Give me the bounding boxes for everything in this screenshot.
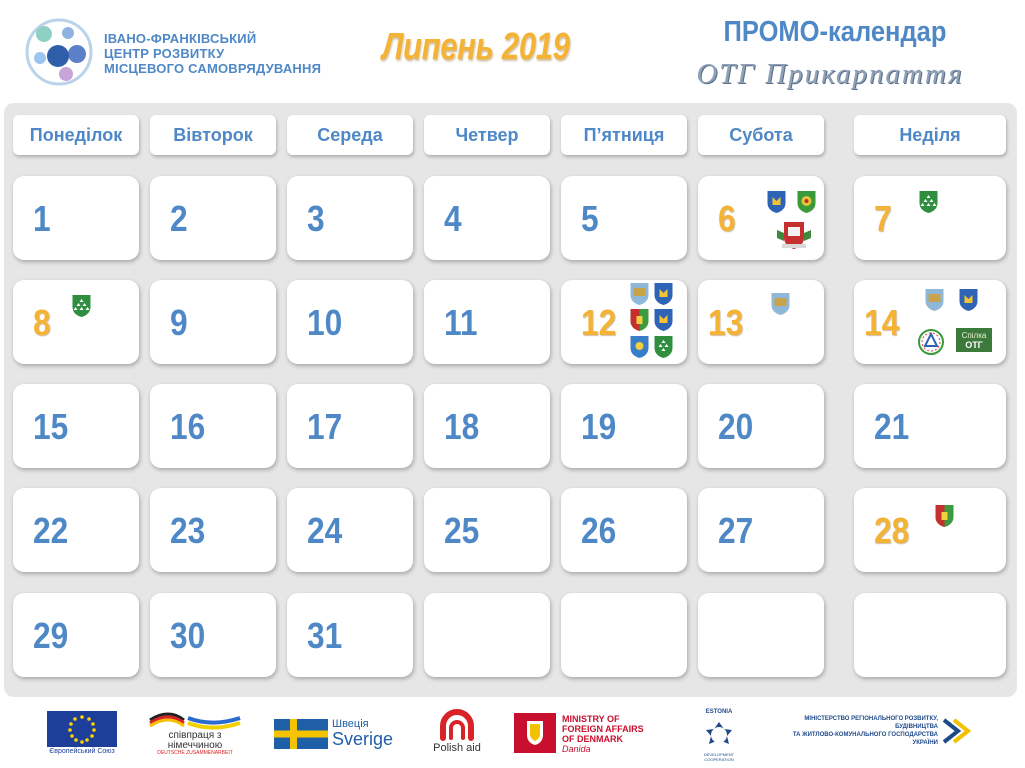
sweden-logo	[274, 716, 414, 752]
day-number: 19	[581, 406, 617, 447]
day-number: 16	[170, 406, 206, 447]
day-cell[interactable]	[13, 280, 139, 364]
promo-title: ПРОМО-календар	[723, 16, 947, 48]
coat-of-arms-icon	[770, 292, 791, 316]
polish-aid-label: Polish aid	[433, 742, 481, 754]
sweden-flag-icon	[274, 719, 328, 749]
coat-of-arms-icon	[796, 190, 817, 214]
day-number: 12	[581, 302, 617, 343]
day-number: 5	[581, 198, 599, 239]
coat-of-arms-icon	[917, 328, 945, 356]
day-cell[interactable]	[287, 176, 413, 260]
day-cell[interactable]	[854, 280, 1006, 364]
day-number: 29	[33, 615, 69, 656]
day-number: 2	[170, 198, 188, 239]
day-number: 27	[718, 510, 754, 551]
day-cell[interactable]	[698, 384, 824, 468]
day-cell[interactable]	[698, 176, 824, 260]
day-number: 14	[864, 302, 900, 343]
day-number: 4	[444, 198, 462, 239]
day-number: 30	[170, 615, 206, 656]
day-cell[interactable]	[561, 280, 687, 364]
org-logo-icon	[22, 14, 97, 89]
day-cell[interactable]	[150, 280, 276, 364]
day-cell[interactable]	[561, 176, 687, 260]
weekday-header-wednesday: Середа	[287, 115, 413, 155]
day-cell-empty	[698, 593, 824, 677]
coat-of-arms-icon	[629, 335, 650, 359]
day-cell-empty	[854, 593, 1006, 677]
weekday-header-thursday: Четвер	[424, 115, 550, 155]
eu-caption: Європейський Союз	[49, 748, 115, 755]
day-number: 17	[307, 406, 343, 447]
estonia-top-label: ESTONIA	[705, 709, 733, 715]
coat-of-arms-icon	[776, 220, 812, 250]
day-cell[interactable]	[150, 593, 276, 677]
ministry-line-3: ТА ЖИТЛОВО-КОМУНАЛЬНОГО ГОСПОДАРСТВА	[792, 732, 938, 738]
german-cooperation-line-1: співпраця з	[168, 730, 222, 741]
day-cell[interactable]	[150, 488, 276, 572]
day-cell[interactable]	[698, 280, 824, 364]
german-cooperation-line-3: DEUTSCHE ZUSAMMENARBEIT	[157, 750, 233, 756]
coat-of-arms-icon	[653, 282, 674, 306]
german-cooperation-line-2: німеччиною	[167, 740, 223, 751]
denmark-line-2: FOREIGN AFFAIRS	[562, 724, 644, 734]
polish-aid-icon	[437, 708, 477, 742]
day-number: 25	[444, 510, 480, 551]
org-name-line-3: МІСЦЕВОГО САМОВРЯДУВАННЯ	[104, 61, 322, 76]
weekday-header-tuesday: Вівторок	[150, 115, 276, 155]
eu-logo	[47, 711, 117, 757]
org-name-line-1: ІВАНО-ФРАНКІВСЬКИЙ	[104, 31, 257, 46]
coat-of-arms-icon	[958, 288, 979, 312]
ministry-logo	[768, 712, 978, 752]
day-number: 7	[874, 198, 892, 239]
promo-subtitle: ОТГ Прикарпаття	[696, 58, 964, 90]
signboard-text-1: Спілка	[961, 331, 987, 340]
day-cell[interactable]	[287, 280, 413, 364]
coat-of-arms-icon	[653, 308, 674, 332]
day-cell[interactable]	[424, 280, 550, 364]
coat-of-arms-icon	[71, 294, 92, 318]
coat-of-arms-icon	[924, 288, 945, 312]
day-number: 8	[33, 302, 51, 343]
denmark-line-4: Danida	[562, 744, 591, 754]
eu-flag-icon	[47, 711, 117, 747]
sweden-line-2: Sverige	[332, 729, 394, 749]
day-number: 20	[718, 406, 754, 447]
day-number: 31	[307, 615, 343, 656]
day-cell-empty	[561, 593, 687, 677]
month-title: Липень 2019	[382, 26, 570, 68]
day-number: 9	[170, 302, 188, 343]
day-number: 26	[581, 510, 617, 551]
day-cell[interactable]	[13, 488, 139, 572]
denmark-line-3: OF DENMARK	[562, 734, 623, 744]
denmark-logo	[514, 713, 674, 755]
day-number: 11	[444, 302, 478, 343]
day-number: 1	[33, 198, 51, 239]
weekday-header-friday: П’ятниця	[561, 115, 687, 155]
org-name-line-2: ЦЕНТР РОЗВИТКУ	[104, 46, 225, 61]
day-cell[interactable]	[424, 488, 550, 572]
day-cell[interactable]	[561, 384, 687, 468]
german-cooperation-logo	[148, 712, 242, 756]
day-number: 15	[33, 406, 69, 447]
coat-of-arms-icon	[653, 335, 674, 359]
day-number: 6	[718, 198, 736, 239]
day-cell[interactable]	[424, 384, 550, 468]
day-cell[interactable]	[854, 488, 1006, 572]
ministry-arrow-icon	[942, 716, 976, 746]
day-cell[interactable]	[287, 488, 413, 572]
german-ukraine-ribbon-icon	[148, 712, 242, 730]
coat-of-arms-icon	[918, 190, 939, 214]
day-cell[interactable]	[13, 593, 139, 677]
day-cell[interactable]	[424, 176, 550, 260]
coat-of-arms-icon	[934, 504, 955, 528]
org-name	[104, 31, 374, 76]
day-cell-empty	[424, 593, 550, 677]
day-number: 3	[307, 198, 325, 239]
coat-of-arms-icon	[629, 308, 650, 332]
denmark-crest-icon	[514, 713, 556, 753]
polish-aid-logo	[425, 708, 489, 760]
estonia-bottom-label: DEVELOPMENT COOPERATION	[703, 752, 735, 762]
weekday-header-saturday: Субота	[698, 115, 824, 155]
day-cell[interactable]	[561, 488, 687, 572]
day-number: 23	[170, 510, 206, 551]
day-number: 18	[444, 406, 480, 447]
day-cell[interactable]	[287, 384, 413, 468]
denmark-line-1: MINISTRY OF	[562, 714, 620, 724]
day-cell[interactable]	[854, 384, 1006, 468]
weekday-header-monday: Понеділок	[13, 115, 139, 155]
sweden-line-1: Швеція	[332, 718, 369, 730]
ministry-line-1: МІНІСТЕРСТВО РЕГІОНАЛЬНОГО РОЗВИТКУ,	[804, 716, 938, 722]
ministry-line-2: БУДІВНИЦТВА	[895, 724, 938, 730]
coat-of-arms-icon	[766, 190, 787, 214]
day-number: 10	[307, 302, 343, 343]
weekday-header-sunday: Неділя	[854, 115, 1006, 155]
day-cell[interactable]	[287, 593, 413, 677]
estonia-logo	[692, 708, 746, 760]
day-number: 21	[874, 406, 910, 447]
day-number: 28	[874, 510, 910, 551]
day-cell[interactable]	[150, 384, 276, 468]
day-cell[interactable]	[150, 176, 276, 260]
coat-of-arms-icon	[956, 328, 992, 352]
ministry-line-4: УКРАЇНИ	[912, 740, 938, 746]
day-cell[interactable]	[698, 488, 824, 572]
signboard-text-2: ОТГ	[965, 340, 983, 350]
day-number: 22	[33, 510, 69, 551]
day-cell[interactable]	[13, 384, 139, 468]
day-number: 24	[307, 510, 343, 551]
day-cell[interactable]	[854, 176, 1006, 260]
coat-of-arms-icon	[629, 282, 650, 306]
day-number: 13	[708, 302, 744, 343]
day-cell[interactable]	[13, 176, 139, 260]
